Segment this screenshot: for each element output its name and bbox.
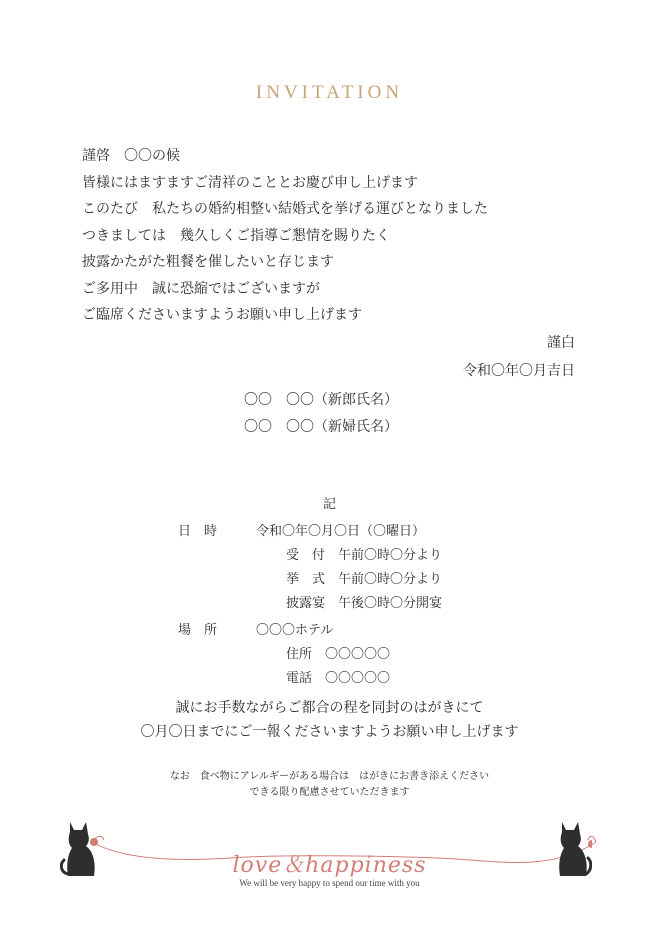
- datetime-value: 令和〇年〇月〇日（〇曜日）: [256, 524, 426, 539]
- body-line: 皆様にはますますご清祥のこととお慶び申し上げます: [82, 175, 418, 191]
- bride-name: 〇〇 〇〇（新婦氏名）: [244, 419, 398, 435]
- date-line: 令和〇年〇月吉日: [463, 363, 575, 379]
- footer-tagline: We will be very happy to spend our time with you: [239, 878, 420, 888]
- rsvp-line: 誠にお手数ながらご都合の程を同封のはがきにて: [175, 700, 484, 716]
- greeting-line: 謹啓 〇〇の候: [82, 148, 180, 164]
- datetime-label: 日 時: [178, 524, 218, 539]
- body-line: このたび 私たちの婚約相整い結婚式を挙げる運びとなりました: [82, 201, 488, 217]
- groom-name: 〇〇 〇〇（新郎氏名）: [244, 392, 398, 408]
- body-line: 披露かたがた粗餐を催したいと存じます: [82, 254, 334, 270]
- body-line: つきましては 幾久しくご指導ご懇情を賜りたく: [82, 228, 390, 244]
- venue-label: 場 所: [178, 623, 218, 638]
- closing-word: 謹白: [547, 335, 575, 351]
- rsvp-line: 〇月〇日までにご一報くださいますようお願い申し上げます: [140, 724, 519, 740]
- venue-address: 住所 〇〇〇〇〇: [286, 647, 391, 662]
- allergy-note: なお 食べ物にアレルギーがある場合は はがきにお書き添えください: [169, 771, 490, 782]
- reception-time: 受 付 午前〇時〇分より: [286, 548, 443, 563]
- ceremony-time: 挙 式 午前〇時〇分より: [286, 572, 443, 587]
- love-happiness-script: love＆happiness: [232, 853, 427, 878]
- body-line: ご臨席くださいますようお願い申し上げます: [82, 307, 362, 323]
- body-line: ご多用中 誠に恐縮ではございますが: [82, 281, 320, 297]
- banquet-time: 披露宴 午後〇時〇分開宴: [286, 596, 443, 611]
- venue-value: 〇〇〇ホテル: [256, 623, 334, 638]
- invitation-title: INVITATION: [255, 82, 404, 103]
- venue-phone: 電話 〇〇〇〇〇: [286, 671, 391, 686]
- allergy-note: できる限り配慮させていただきます: [249, 787, 410, 798]
- ki-heading: 記: [322, 497, 336, 512]
